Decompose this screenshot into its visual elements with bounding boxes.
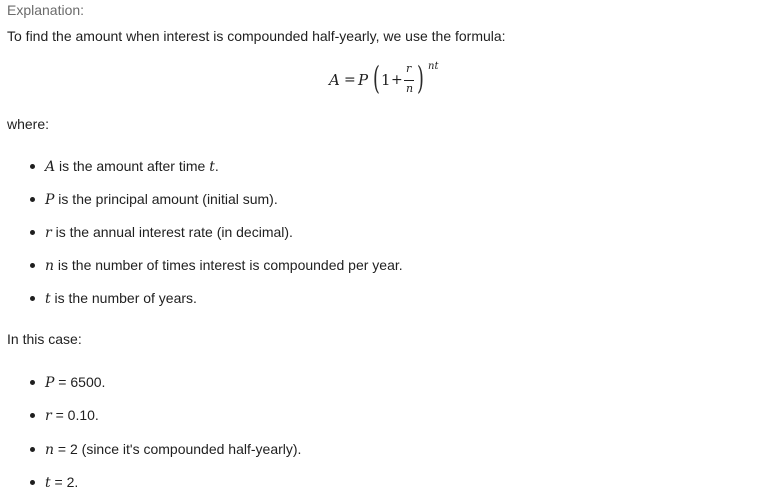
value-text: = 2.: [50, 474, 79, 490]
intro-text: To find the amount when interest is compounded half-yearly, we use the formula:: [7, 28, 506, 44]
value-symbol: t: [45, 475, 51, 491]
formula-equals: =: [344, 72, 356, 88]
definition-item: [30, 290, 197, 307]
definition-symbol: t: [45, 291, 51, 307]
value-item: [30, 474, 78, 491]
definition-item: [30, 158, 219, 175]
formula-exponent: nt: [428, 61, 439, 72]
definition-text: is the principal amount (initial sum).: [54, 191, 278, 207]
value-text: = 6500.: [54, 374, 106, 390]
definition-text: is the annual interest rate (in decimal).: [51, 224, 293, 240]
bullet-dot: [30, 447, 35, 452]
value-item: [30, 407, 99, 424]
formula-plus: +: [391, 72, 403, 88]
bullet-dot: [30, 197, 35, 202]
definition-symbol: n: [45, 258, 55, 274]
definition-item: [30, 257, 403, 274]
formula-A: A: [329, 71, 340, 89]
bullet-dot: [30, 263, 35, 268]
formula-n: n: [406, 82, 414, 95]
definition-item: [30, 191, 278, 208]
definition-item: [30, 224, 293, 241]
formula-r: r: [406, 62, 412, 75]
formula-P: P: [358, 71, 369, 89]
value-symbol: P: [45, 375, 55, 391]
value-symbol: n: [45, 442, 55, 458]
value-text: = 2 (since it's compounded half-yearly).: [54, 441, 302, 457]
definition-text: is the number of years.: [50, 290, 197, 306]
formula-fraction-bar: [404, 80, 414, 81]
where-label: where:: [7, 116, 50, 132]
explanation-heading: Explanation:: [7, 2, 85, 18]
definition-symbol: r: [45, 225, 52, 241]
bullet-dot: [30, 380, 35, 385]
definition-text: is the amount after time: [55, 158, 210, 174]
value-symbol: r: [45, 408, 52, 424]
bullet-dot: [30, 230, 35, 235]
bullet-dot: [30, 164, 35, 169]
formula-left-paren: (: [373, 59, 380, 97]
definition-text: .: [214, 158, 219, 174]
bullet-dot: [30, 296, 35, 301]
value-item: [30, 374, 105, 391]
definition-symbol: P: [45, 192, 55, 208]
definition-symbol: A: [45, 159, 56, 175]
formula-one: 1: [381, 71, 391, 89]
bullet-dot: [30, 480, 35, 485]
formula-right-paren: ): [417, 59, 424, 97]
definition-text: is the number of times interest is compounded per year.: [54, 257, 403, 273]
definition-symbol: t: [209, 159, 215, 175]
bullet-dot: [30, 413, 35, 418]
value-item: [30, 441, 301, 458]
value-text: = 0.10.: [51, 407, 99, 423]
case-label: In this case:: [7, 331, 82, 347]
compound-interest-formula: [326, 56, 456, 104]
